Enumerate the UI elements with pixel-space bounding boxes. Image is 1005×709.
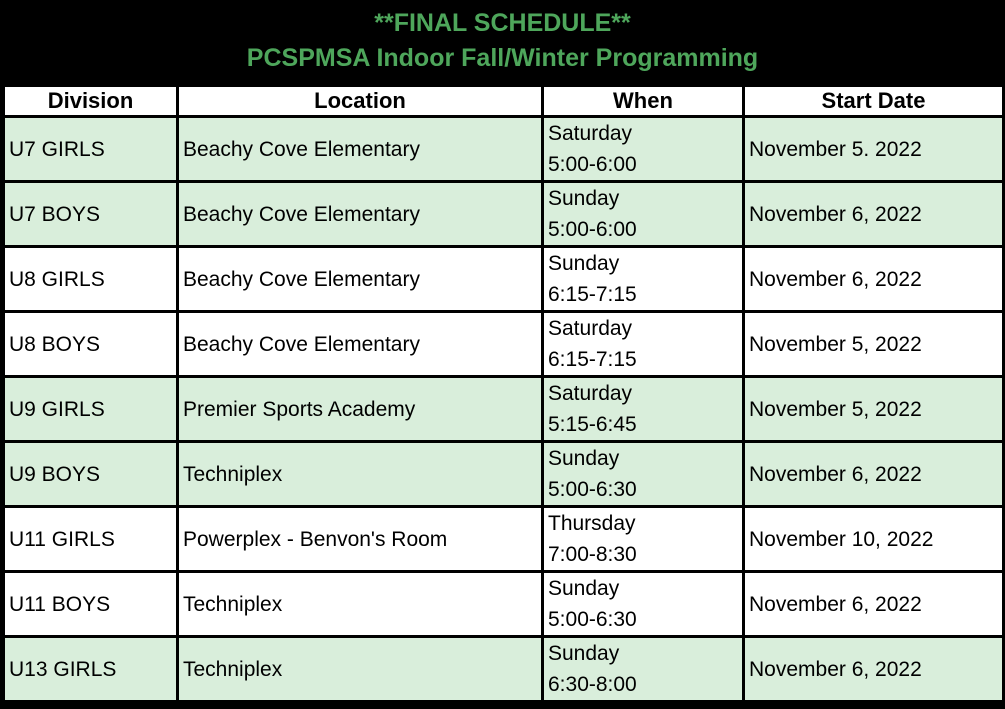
day-text: Sunday: [548, 187, 620, 210]
time-text: 6:15-7:15: [548, 348, 637, 371]
day-text: Sunday: [548, 447, 620, 470]
day-text: Saturday: [548, 317, 633, 340]
title-band: [0, 0, 1005, 84]
schedule-title: **FINAL SCHEDULE**: [374, 9, 631, 37]
time-text: 6:30-8:00: [548, 673, 637, 696]
division-cell: U7 BOYS: [5, 183, 176, 245]
location-cell: Beachy Cove Elementary: [179, 118, 541, 180]
start-date-cell: November 6, 2022: [745, 183, 1002, 245]
when-cell: [544, 638, 742, 700]
when-cell: [544, 573, 742, 635]
table-row: [5, 248, 1002, 310]
division-cell: U11 GIRLS: [5, 508, 176, 570]
day-text: Sunday: [548, 577, 620, 600]
location-cell: Beachy Cove Elementary: [179, 248, 541, 310]
schedule-subtitle: PCSPMSA Indoor Fall/Winter Programming: [246, 44, 759, 72]
location-cell: Powerplex - Benvon's Room: [179, 508, 541, 570]
when-cell: [544, 313, 742, 375]
time-text: 7:00-8:30: [548, 543, 637, 566]
division-cell: U11 BOYS: [5, 573, 176, 635]
start-date-cell: November 6, 2022: [745, 443, 1002, 505]
when-cell: [544, 378, 742, 440]
time-text: 6:15-7:15: [548, 283, 637, 306]
table-row: [5, 443, 1002, 505]
when-cell: [544, 508, 742, 570]
header-division: Division: [5, 87, 176, 115]
location-cell: Beachy Cove Elementary: [179, 183, 541, 245]
division-cell: U9 GIRLS: [5, 378, 176, 440]
time-text: 5:00-6:00: [548, 218, 637, 241]
division-cell: U13 GIRLS: [5, 638, 176, 700]
schedule-table: [2, 84, 1005, 703]
location-cell: Techniplex: [179, 443, 541, 505]
time-text: 5:00-6:30: [548, 608, 637, 631]
division-cell: U8 BOYS: [5, 313, 176, 375]
start-date-cell: November 5, 2022: [745, 378, 1002, 440]
header-location: Location: [179, 87, 541, 115]
location-cell: Techniplex: [179, 638, 541, 700]
location-cell: Beachy Cove Elementary: [179, 313, 541, 375]
table-row: [5, 508, 1002, 570]
day-text: Saturday: [548, 122, 633, 145]
table-row: [5, 638, 1002, 700]
table-row: [5, 183, 1002, 245]
day-text: Saturday: [548, 382, 633, 405]
table-row: [5, 118, 1002, 180]
header-when: When: [544, 87, 742, 115]
when-cell: [544, 443, 742, 505]
start-date-cell: November 6, 2022: [745, 248, 1002, 310]
start-date-cell: November 6, 2022: [745, 573, 1002, 635]
division-cell: U7 GIRLS: [5, 118, 176, 180]
start-date-cell: November 5, 2022: [745, 313, 1002, 375]
when-cell: [544, 183, 742, 245]
when-cell: [544, 118, 742, 180]
table-row: [5, 313, 1002, 375]
time-text: 5:00-6:00: [548, 153, 637, 176]
day-text: Sunday: [548, 642, 620, 665]
day-text: Sunday: [548, 252, 620, 275]
header-row: [5, 87, 1002, 115]
header-start-date: Start Date: [745, 87, 1002, 115]
time-text: 5:15-6:45: [548, 413, 637, 436]
location-cell: Premier Sports Academy: [179, 378, 541, 440]
time-text: 5:00-6:30: [548, 478, 637, 501]
table-row: [5, 378, 1002, 440]
division-cell: U9 BOYS: [5, 443, 176, 505]
start-date-cell: November 5. 2022: [745, 118, 1002, 180]
table-row: [5, 573, 1002, 635]
division-cell: U8 GIRLS: [5, 248, 176, 310]
day-text: Thursday: [548, 512, 636, 535]
start-date-cell: November 10, 2022: [745, 508, 1002, 570]
start-date-cell: November 6, 2022: [745, 638, 1002, 700]
location-cell: Techniplex: [179, 573, 541, 635]
when-cell: [544, 248, 742, 310]
